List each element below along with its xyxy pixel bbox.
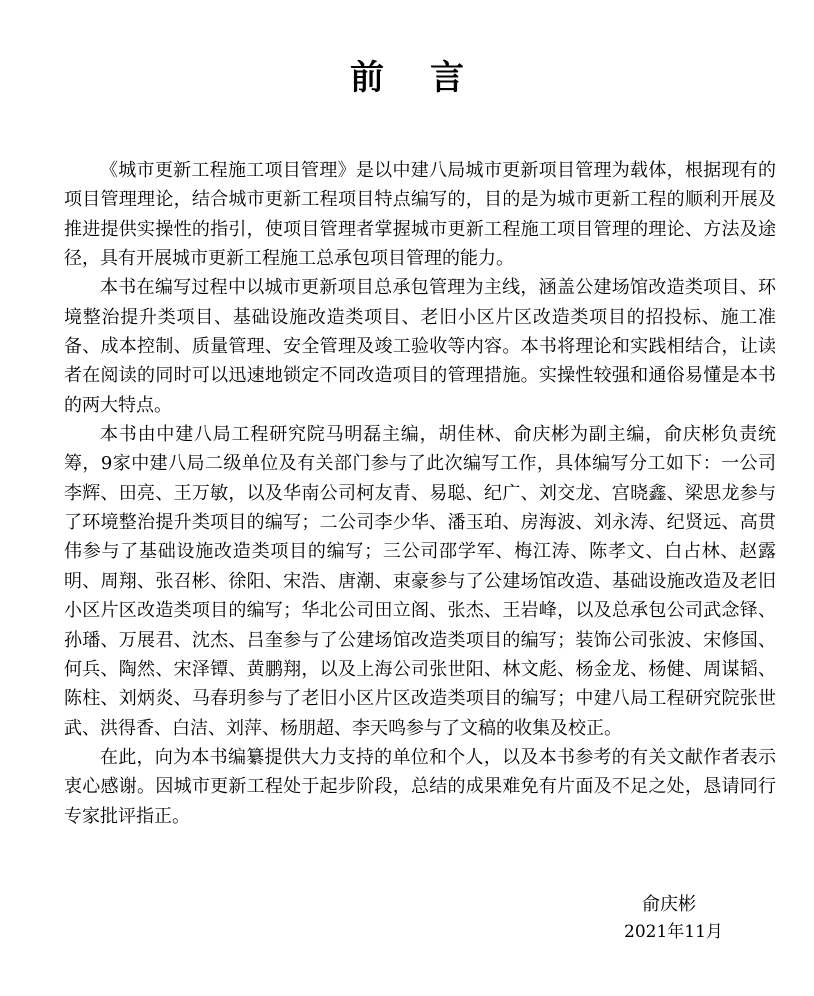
paragraph-intro: 《城市更新工程施工项目管理》是以中建八局城市更新项目管理为载体，根据现有的项目管理理论，结合城市更新工程项目特点编写的，目的是为城市更新工程的顺利开展及推进提供实操性的指引，使项目管理者掌握城市更新工程施工项目管理的理论、方法及途径，具有开展城市更新工程施工总承包项目管理的能力。 <box>64 160 776 270</box>
signature-author: 俞庆彬 <box>642 894 696 915</box>
paragraph-authors: 本书由中建八局工程研究院马明磊主编，胡佳林、俞庆彬为副主编，俞庆彬负责统筹，9家中建八局二级单位及有关部门参与了此次编写工作，具体编写分工如下：一公司李辉、田亮、王万敏，以及华南公司柯友青、易聪、纪广、刘交龙、宫晓鑫、梁思龙参与了环境整治提升类项目的编写；二公司李少华、潘玉珀、房海波、刘永涛、纪贤远、高贯伟参与了基础设施改造类项目的编写；三公司邵学军、梅江涛、陈孝文、白占林、赵露明、周翔、张召彬、徐阳、宋浩、唐潮、束豪参与了公建场馆改造、基础设施改造及老旧小区片区改造类项目的编写；华北公司田立阁、张杰、王岩峰，以及总承包公司武念铎、孙璠、万展君、沈杰、吕奎参与了公建场馆改造类项目的编写；装饰公司张波、宋修国、何兵、陶然、宋泽镡、黄鹏翔，以及上海公司张世阳、林文彪、杨金龙、杨健、周谋韬、陈柱、刘炳炎、马春玥参与了老旧小区片区改造类项目的编写；中建八局工程研究院张世武、洪得香、白洁、刘萍、杨朋超、李天鸣参与了文稿的收集及校正。 <box>64 424 776 739</box>
page-title: 前言 <box>350 58 510 98</box>
paragraph-acknowledgement: 在此，向为本书编纂提供大力支持的单位和个人，以及本书参考的有关文献作者表示衷心感谢。因城市更新工程处于起步阶段，总结的成果难免有片面及不足之处，恳请同行专家批评指正。 <box>64 746 776 827</box>
paragraph-scope: 本书在编写过程中以城市更新项目总承包管理为主线，涵盖公建场馆改造类项目、环境整治提升类项目、基础设施改造类项目、老旧小区片区改造类项目的招投标、施工准备、成本控制、质量管理、安全管理及竣工验收等内容。本书将理论和实践相结合，让读者在阅读的同时可以迅速地锁定不同改造项目的管理措施。实操性较强和通俗易懂是本书的两大特点。 <box>64 277 776 416</box>
signature-date: 2021年11月 <box>624 922 723 942</box>
preface-body <box>64 156 776 831</box>
